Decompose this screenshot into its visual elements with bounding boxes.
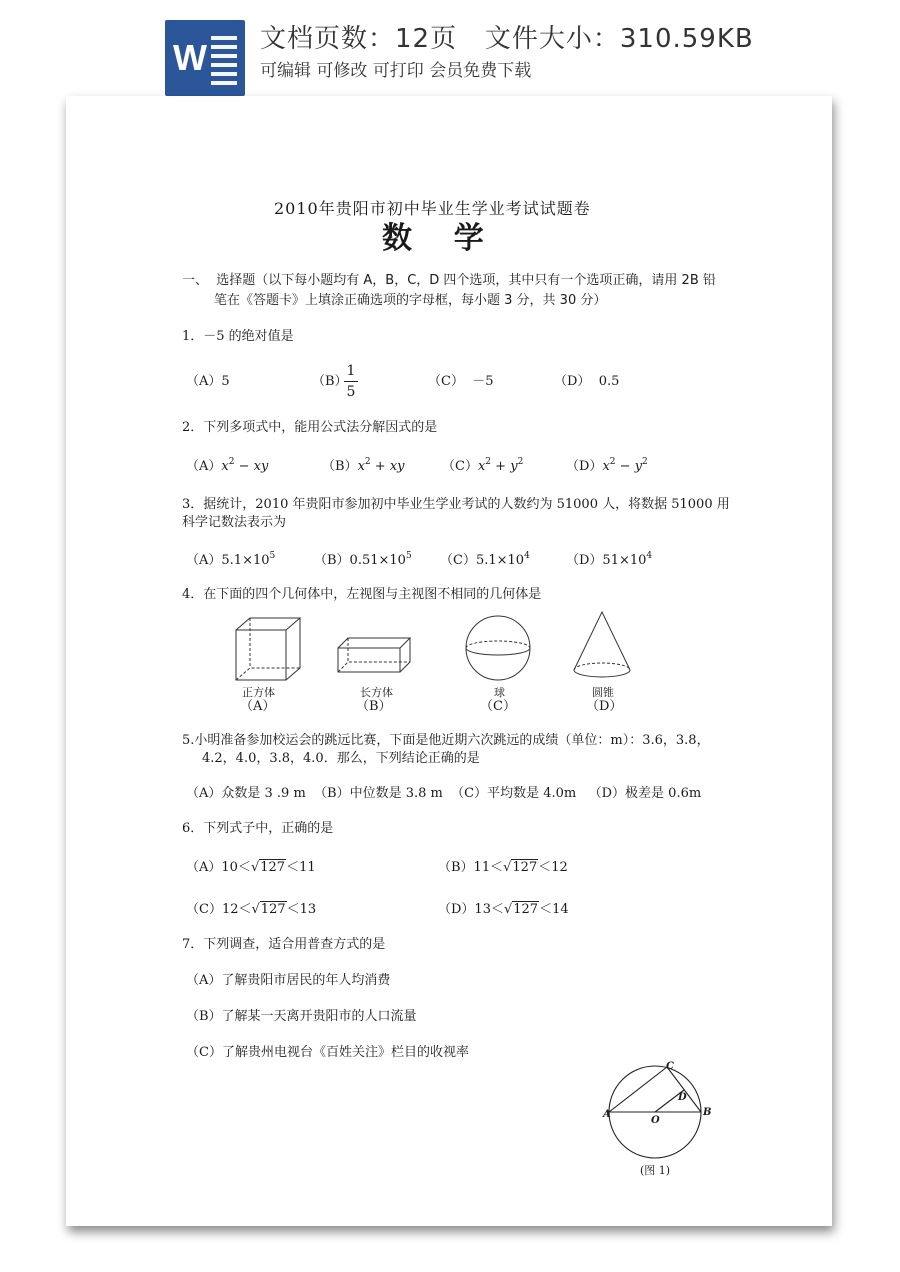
document-meta-subtitle: 可编辑 可修改 可打印 会员免费下载 — [260, 61, 532, 81]
shape-label-sphere: 球 — [494, 686, 505, 699]
question-5-line1: 5.小明准备参加校运会的跳远比赛，下面是他近期六次跳远的成绩（单位：m）：3.6，3.8， — [182, 733, 710, 748]
question-3-line1: 3．据统计，2010 年贵阳市参加初中毕业生学业考试的人数约为 51000 人，将数据 51000 用 — [182, 497, 730, 512]
document-header — [0, 0, 900, 100]
q3-option-d: $(D)51\times 10^4$ — [566, 551, 653, 568]
q6-option-a: （A）10＜√127＜11 — [186, 860, 316, 875]
subject-title: 数 学 — [382, 221, 484, 256]
circle-geometry-figure — [600, 1056, 710, 1166]
sphere-figure — [464, 614, 534, 684]
fig-label-b: B — [703, 1107, 712, 1118]
shape-label-cone: 圆锥 — [592, 686, 614, 699]
question-6-stem: 6．下列式子中，正确的是 — [182, 821, 334, 836]
fig-label-d: D — [678, 1092, 687, 1103]
exam-title: 2010年贵阳市初中毕业生学业考试试题卷 — [274, 199, 591, 218]
cuboid-figure — [336, 636, 412, 676]
q5-options: （A）众数是 3 .9 m （B）中位数是 3.8 m （C）平均数是 4.0m （D）极差是 0.6m — [186, 786, 702, 801]
question-5-line2: 4.2，4.0，3.8，4.0．那么，下列结论正确的是 — [202, 751, 480, 766]
q1-option-b: （B） — [312, 374, 348, 389]
q7-option-a: （A）了解贵阳市居民的年人均消费 — [186, 973, 391, 988]
fraction-numerator: 1 — [346, 363, 356, 379]
cone-figure — [572, 610, 632, 680]
question-1-stem: 1．－5 的绝对值是 — [182, 329, 294, 344]
question-3-line2: 科学记数法表示为 — [182, 515, 287, 530]
q6-option-d: （D）13＜√127＜14 — [438, 902, 569, 917]
q1-option-d: （D） 0.5 — [554, 374, 620, 389]
question-2-stem: 2．下列多项式中，能用公式法分解因式的是 — [182, 420, 438, 435]
question-4-stem: 4．在下面的四个几何体中，左视图与主视图不相同的几何体是 — [182, 587, 542, 602]
q6-option-c: （C）12＜√127＜13 — [186, 902, 317, 917]
document-meta-title: 文档页数：12页 文件大小：310.59KB — [260, 24, 754, 54]
q2-option-a: $(A)x^2$ − xy — [186, 457, 269, 474]
q3-option-c: $(C)5.1\times 10^4$ — [440, 551, 530, 568]
q1-option-c: （C） －5 — [428, 374, 494, 389]
section-instructions-line2: 笔在《答题卡》上填涂正确选项的字母框，每小题 3 分，共 30 分） — [214, 293, 607, 308]
q3-option-b: $(B)0.51\times 10^5$ — [314, 551, 412, 568]
q2-option-b: $(B)x^2$ + xy — [322, 457, 405, 474]
shape-option-d: （D） — [586, 699, 623, 714]
shape-label-cuboid: 长方体 — [360, 686, 393, 699]
fig-label-o: O — [651, 1115, 660, 1126]
document-page — [66, 96, 832, 1226]
q7-option-b: （B）了解某一天离开贵阳市的人口流量 — [186, 1009, 417, 1024]
cube-figure — [234, 616, 304, 686]
q1-option-b-fraction — [344, 362, 358, 401]
word-document-icon: W — [165, 20, 245, 96]
figure-caption: (图 1) — [640, 1164, 671, 1177]
fig-label-a: A — [603, 1109, 611, 1120]
fig-label-c: C — [666, 1061, 674, 1072]
q1-option-a: （A）5 — [186, 374, 230, 389]
fraction-denominator: 5 — [346, 384, 356, 400]
section-instructions-line1: 一、 选择题（以下每小题均有 A，B，C，D 四个选项，其中只有一个选项正确，请用 2B 铅 — [182, 273, 716, 288]
shape-option-c: （C） — [480, 699, 516, 714]
question-7-stem: 7．下列调查，适合用普查方式的是 — [182, 937, 386, 952]
q2-option-c: $(C)x^2 + y^2$ — [442, 457, 524, 474]
shape-label-cube: 正方体 — [242, 686, 275, 699]
q2-option-d: $(D)x^2 - y^2$ — [566, 457, 648, 474]
q3-option-a: $(A)5.1\times 10^5$ — [186, 551, 276, 568]
shape-option-a: （A） — [240, 699, 276, 714]
shape-option-b: （B） — [356, 699, 392, 714]
q6-option-b: （B）11＜√127＜12 — [438, 860, 568, 875]
q7-option-c: （C）了解贵州电视台《百姓关注》栏目的收视率 — [186, 1045, 469, 1060]
